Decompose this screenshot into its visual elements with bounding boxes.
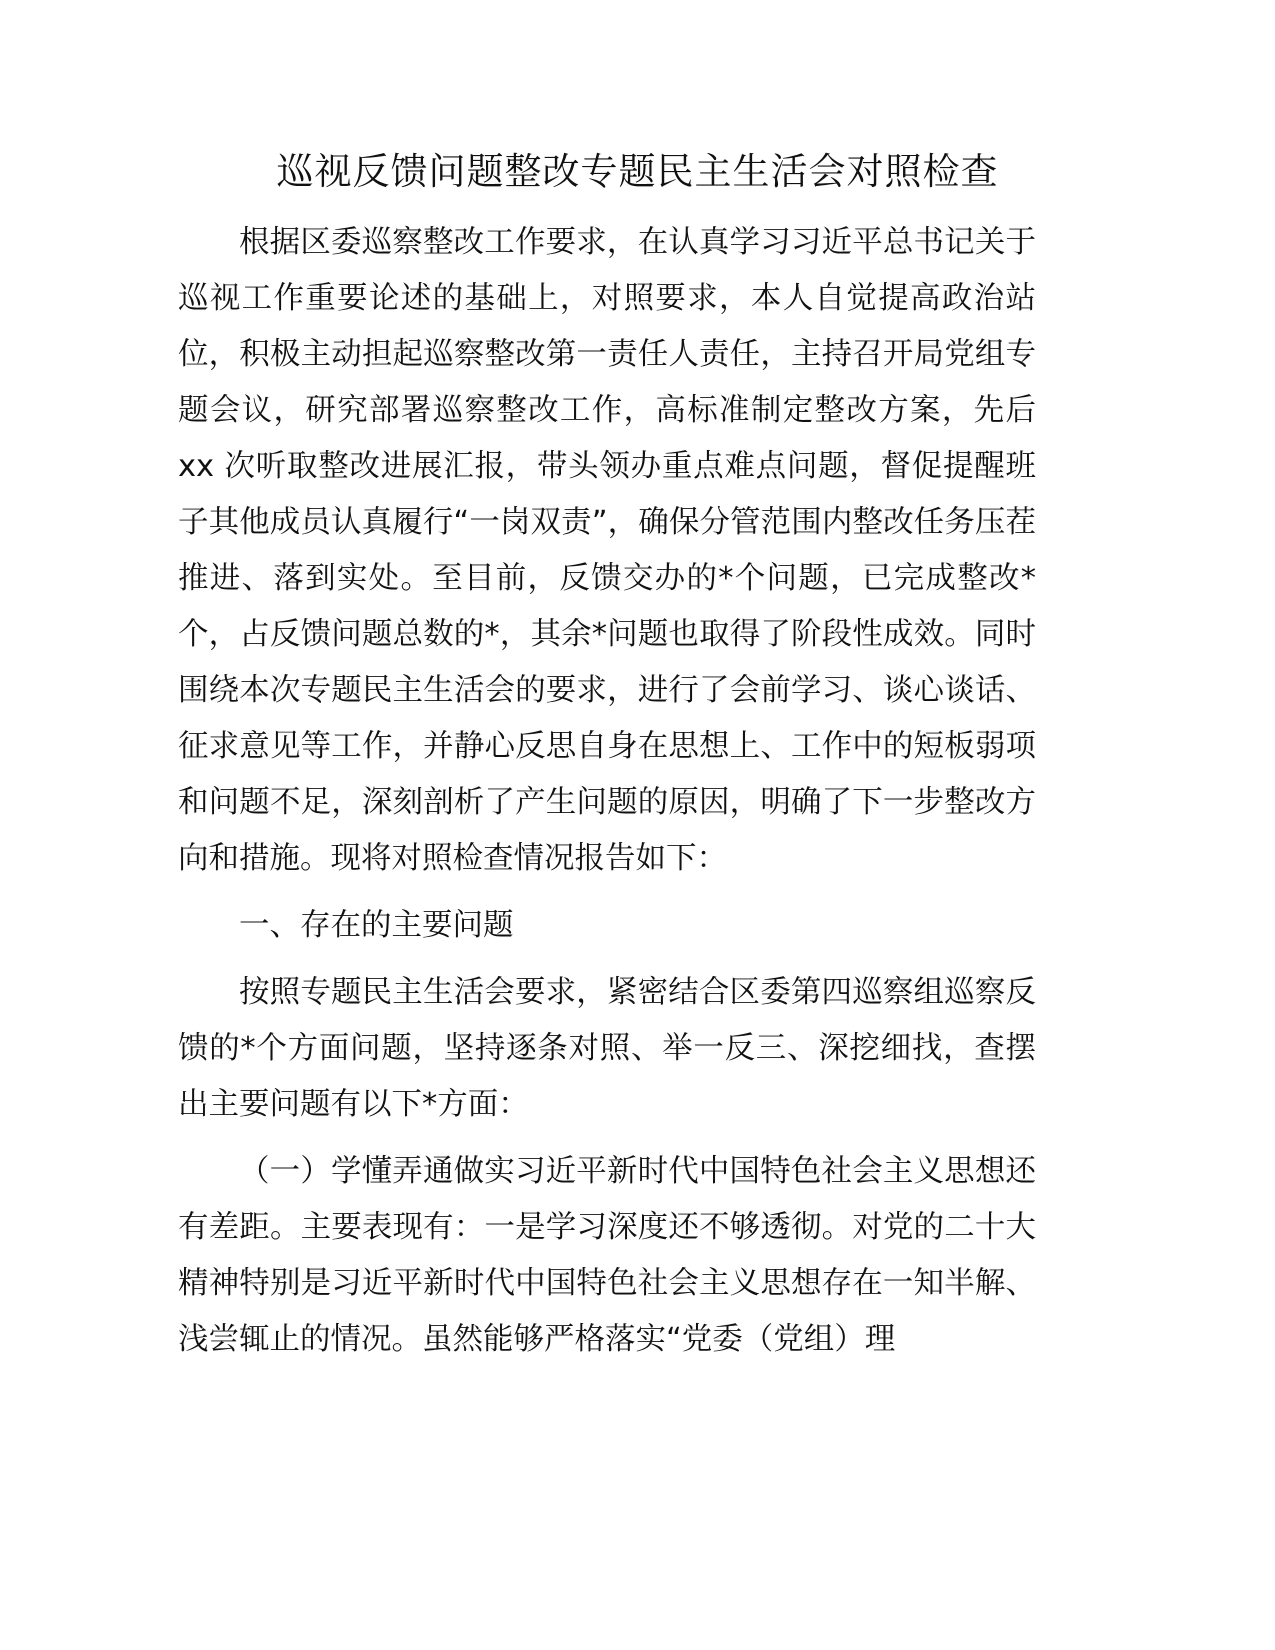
subsection-paragraph: （一）学懂弄通做实习近平新时代中国特色社会主义思想还有差距。主要表现有：一是学习深度还不够透彻。对党的二十大精神特别是习近平新时代中国特色社会主义思想存在一知半解、浅尝辄止的情况。虽然能够严格落实“党委（党组）理 xyxy=(178,1154,1036,1357)
section-heading: 一、存在的主要问题 xyxy=(239,908,514,943)
section-intro-paragraph: 按照专题民主生活会要求，紧密结合区委第四巡察组巡察反馈的*个方面问题，坚持逐条对照、举一反三、深挖细找，查摆出主要问题有以下*方面： xyxy=(178,975,1036,1122)
intro-paragraph: 根据区委巡察整改工作要求，在认真学习习近平总书记关于巡视工作重要论述的基础上，对照要求，本人自觉提高政治站位，积极主动担起巡察整改第一责任人责任，主持召开局党组专题会议，研究部署巡察整改工作，高标准制定整改方案，先后 xx 次听取整改进展汇报，带头领办重点难点问题，督促提醒班子其他成员认真履行“一岗双责”，确保分管范围内整改任务压茬推进、落到实处。至目前，反馈交办的*个问题，已完成整改*个，占反馈问题总数的*，其余*问题也取得了阶段性成效。同时围绕本次专题民主生活会的要求，进行了会前学习、谈心谈话、征求意见等工作，并静心反思自身在思想上、工作中的短板弱项和问题不足，深刻剖析了产生问题的原因，明确了下一步整改方向和措施。现将对照检查情况报告如下： xyxy=(178,225,1036,876)
document-title: 巡视反馈问题整改专题民主生活会对照检查 xyxy=(276,150,999,193)
document-body xyxy=(178,215,1036,1379)
